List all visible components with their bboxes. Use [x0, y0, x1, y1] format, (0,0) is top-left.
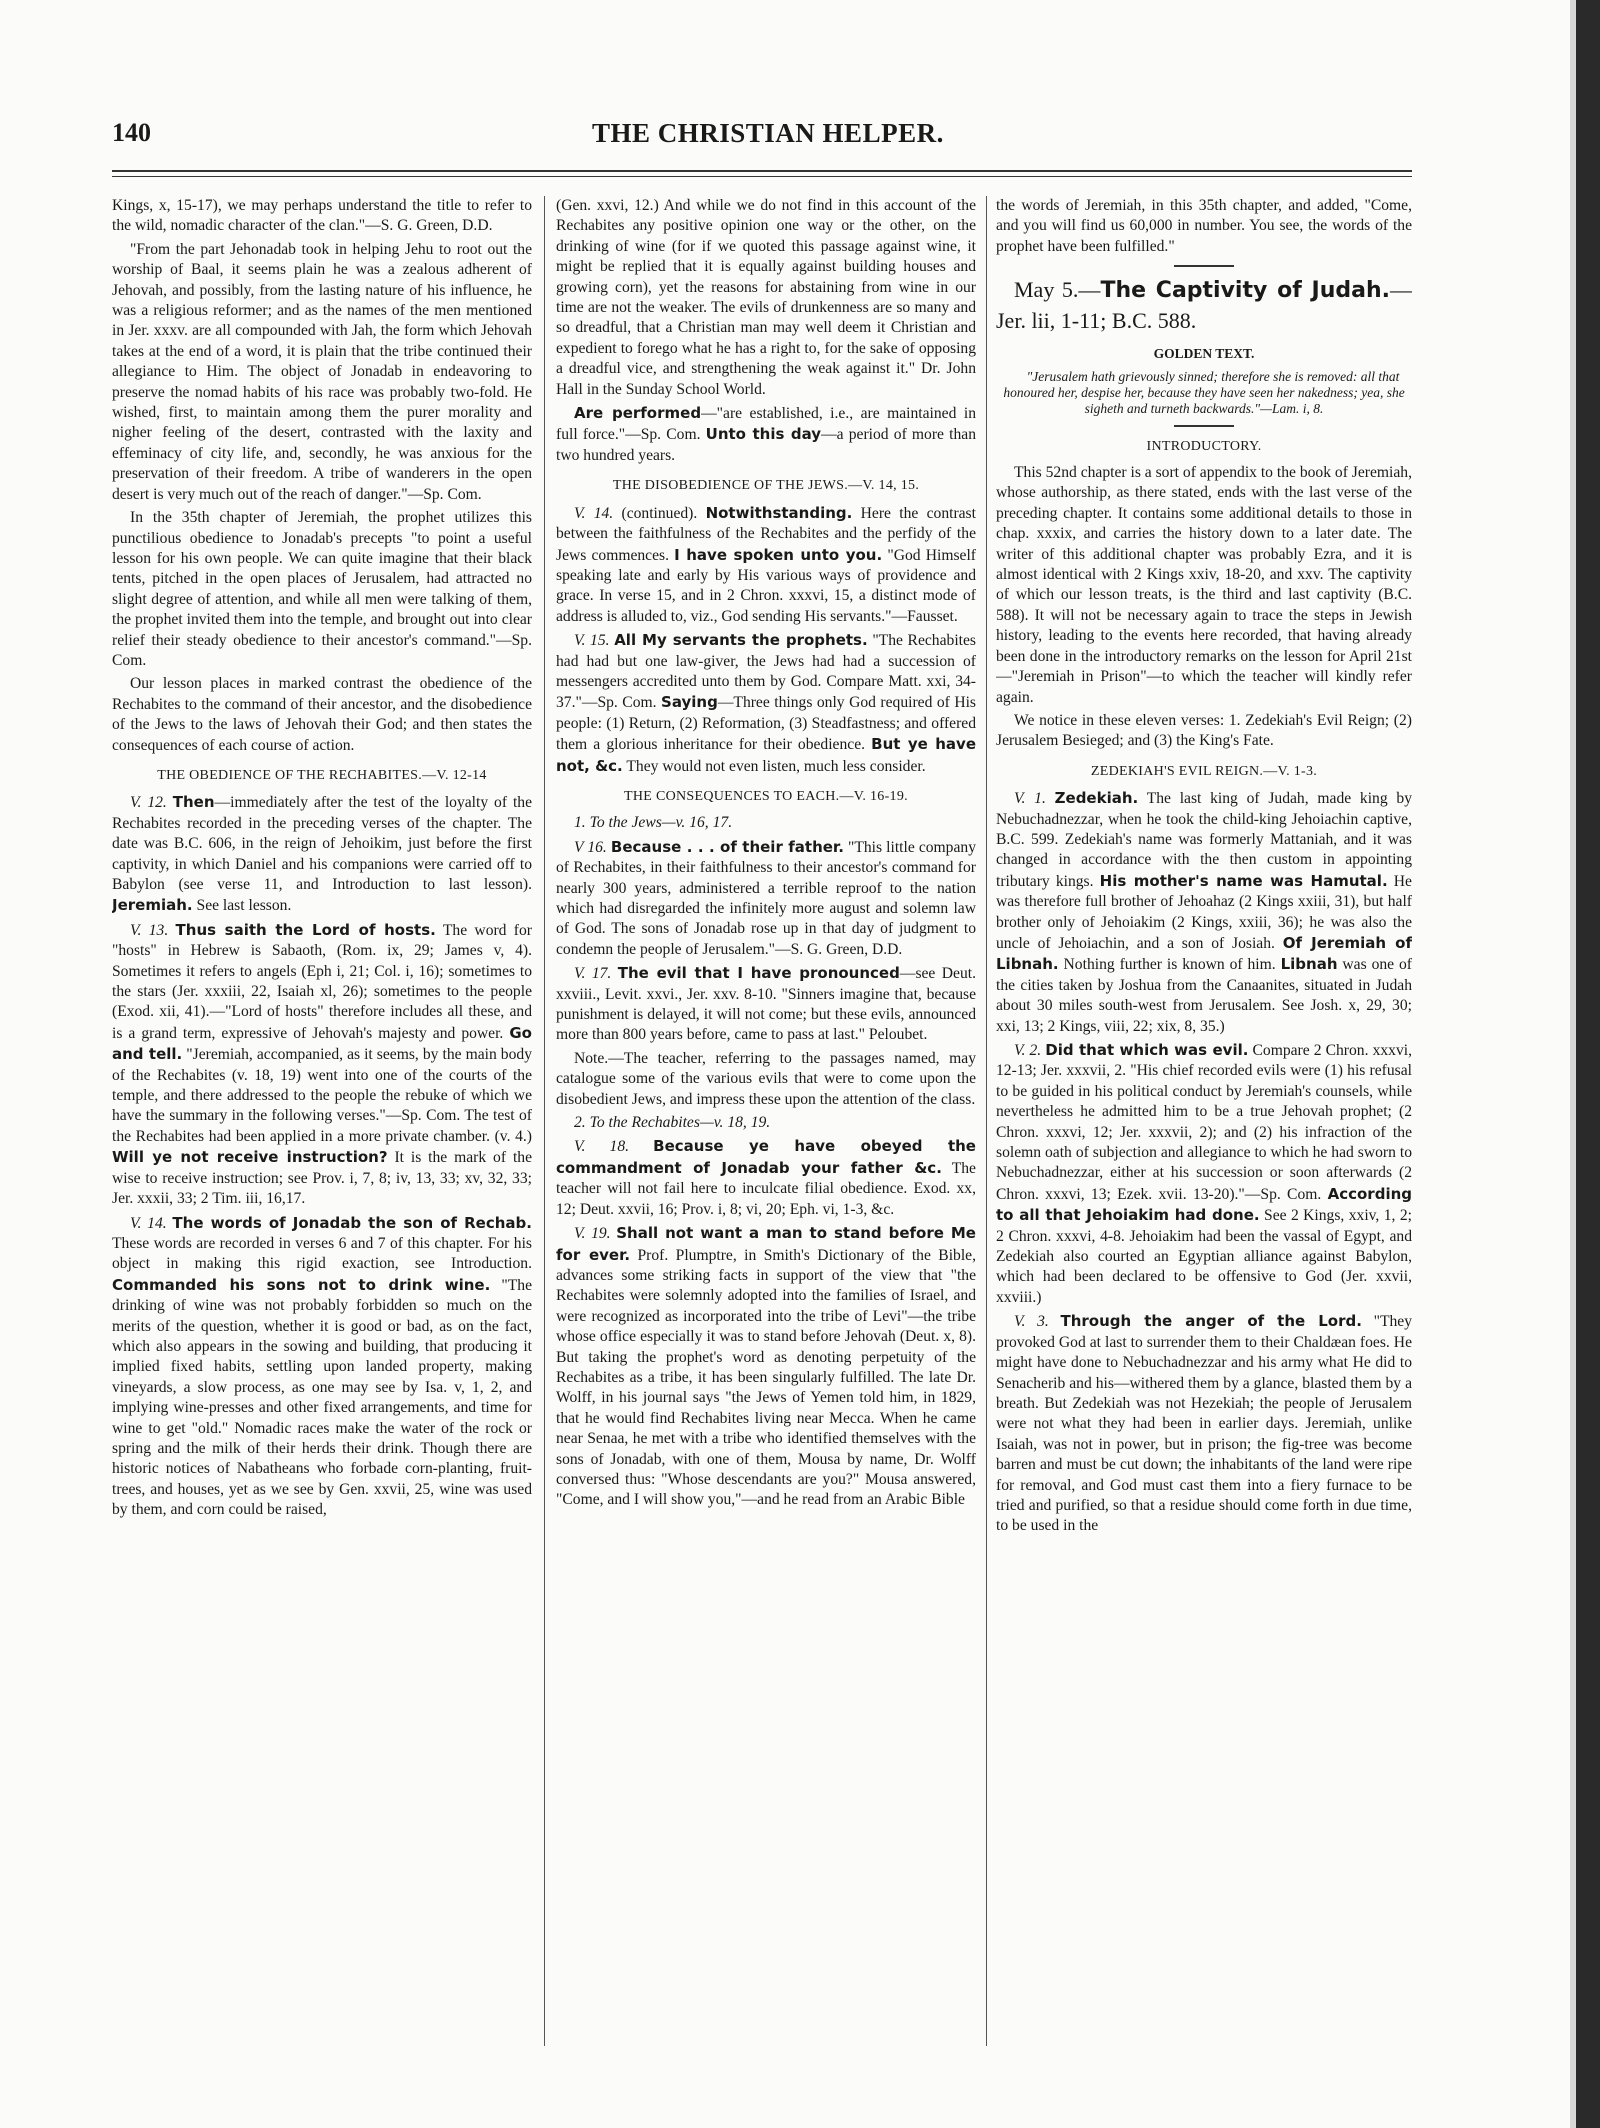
page-edge — [1576, 0, 1600, 2128]
verse-text: See last lesson. — [196, 897, 292, 915]
divider — [1174, 425, 1234, 427]
verse-head: Did that which was evil. — [1045, 1041, 1249, 1059]
golden-text-label: GOLDEN TEXT. — [1153, 346, 1255, 362]
paragraph: We notice in these eleven verses: 1. Zedekiah's Evil Reign; (2) Jerusalem Besieged; and (3) the King's Fate. — [996, 711, 1412, 750]
lesson-date: May 5.— — [1014, 277, 1101, 303]
verse-note — [112, 792, 532, 916]
verse-label: V. 18. — [574, 1138, 630, 1156]
verse-label: V. 17. — [574, 965, 612, 983]
verse-note — [556, 837, 976, 960]
verse-text: (continued). — [621, 504, 698, 522]
verse-note — [556, 630, 976, 777]
verse-text: —immediately after the test of the loyalty of the Rechabites recorded in the preceding verses of the chapter. The date was B.C. 606, in the reign of Jehoikim, just before the first captivity, in which Daniel and his companions were carried off to Babylon (see verse 11, and Introduction to last lesson). — [112, 794, 532, 893]
page-number: 140 — [112, 118, 151, 147]
verse-head: Thus saith the Lord of hosts. — [175, 920, 436, 939]
section-heading: INTRODUCTORY. — [1146, 438, 1262, 454]
verse-head: Then — [172, 793, 215, 812]
divider — [1174, 265, 1234, 267]
verse-head: All My servants the prophets. — [614, 631, 868, 650]
golden-text: "Jerusalem hath grievously sinned; therefore she is removed: all that honoured her, despise her, because they have seen her nakedness; yea, she sigheth and turneth backwards."—Lam. i, 8. — [1003, 368, 1405, 416]
verse-text: "The Rechabites had had but one law-giver, the Jews had had a succession of messengers accredited unto them by God. Compare Matt. xxi, 34-37."—Sp. Com. — [556, 632, 976, 712]
verse-head: Because . . . of their father. — [610, 837, 844, 856]
verse-text: Here the contrast between the faithfulness of the Rechabites and the perfidy of the Jews commences. — [556, 504, 976, 564]
lesson-head: The Captivity of Judah. — [1100, 278, 1391, 304]
paragraph: Kings, x, 15-17), we may perhaps understand the title to refer to the wild, nomadic character of the clan."—S. G. Green, D.D. — [112, 197, 532, 235]
verse-text: —Three things only God required of His people: (1) Return, (2) Reformation, (3) Steadfastness; and offered them a glorious inheritance for their obedience. — [556, 694, 976, 754]
verse-head: Shall not want a man to stand before Me for ever. — [556, 1224, 976, 1264]
verse-text: —"are established, i.e., are maintained in full force."—Sp. Com. — [556, 405, 976, 444]
verse-head: Libnah — [1280, 955, 1338, 974]
verse-head: Are performed — [574, 404, 702, 423]
verse-label: V. 3. — [1014, 1313, 1049, 1331]
column-divider-2 — [986, 196, 987, 2046]
verse-text: "They provoked God at last to surrender them to their Chaldæan foes. He might have done to Nebuchadnezzar and his army what He did to Senacherib and his—withered them by a glance, blasted them by a breath. But Zedekiah was not Hezekiah; the people of Jerusalem were not what they had been in earlier days. Jeremiah, unlike Isaiah, was not in power, but in prison; the fig-tree was become barren and must be cut down; the inhabitants of the land were ripe for removal, and God must cast them into a fiery furnace to be tried and purified, so that a residue should come forth in due time, to be used in the — [996, 1313, 1412, 1535]
column-2 — [556, 196, 976, 2046]
paragraph: 1. To the Jews—v. 16, 17. — [574, 814, 733, 832]
paragraph: 2. To the Rechabites—v. 18, 19. — [574, 1114, 771, 1132]
verse-text: The last king of Judah, made king by Nebuchadnezzar, when he took the child-king Jehoiachin captive, B.C. 599. Zedekiah's name was formerly Mattaniah, and it was changed in accordance with the then custom in appointing tributary kings. — [996, 790, 1412, 890]
verse-text: Prof. Plumptre, in Smith's Dictionary of the Bible, advances some striking facts in support of the view that "the Rechabites were solemnly adopted into the families of Israel, and were recognized as incorporated into the tribe of Levi"—the tribe whose office especially it was to stand before Jehovah (Deut. x, 8). But taking the prophet's word as denoting perpetuity of the Rechabites as a tribe, it has been singularly fulfilled. The late Dr. Wolff, in his journal says "the Jews of Yemen told him, in 1829, that he would find Rechabites living near Mecca. When he came near Senaa, he met with a tribe who identified themselves with the sons of Jonadab, with one of them, Mousa by name, Dr. Wolff conversed thus: "Whose descendants are you?" Mousa answered, "Come, and I will show you,"—and he read from an Arabic Bible — [556, 1246, 976, 1509]
header-rule — [112, 170, 1412, 172]
verse-head: Unto this day — [705, 425, 822, 444]
verse-head: Jeremiah. — [112, 896, 193, 915]
verse-label: V. 2. — [1014, 1042, 1042, 1059]
verse-head: The evil that I have pronounced — [617, 964, 900, 983]
verse-text: "God Himself speaking late and early by His various ways of providence and grace. In verse 15, and in 2 Chron. xxxvi, 15, a distinct mode of address is alluded to, viz., God sending His servants."—Fausset. — [556, 546, 976, 625]
running-title: THE CHRISTIAN HELPER. — [592, 118, 944, 148]
section-heading: THE OBEDIENCE OF THE RECHABITES.—V. 12-14 — [157, 767, 487, 783]
paragraph: This 52nd chapter is a sort of appendix to the book of Jeremiah, whose authorship, as there stated, ends with the last verse of the preceding chapter. It contains some additional details to those in chap. xxxix, and carries the history down to a later date. The writer of this additional chapter was probably Ezra, and it is almost identical with 2 Kings xxiv, 18-20, and xxv. The captivity of which our lesson treats, is the third and last captivity (B.C. 588). It will not be necessary again to trace the steps in Jewish history, leading to the events here recorded, that having already been done in the introductory remarks on the lesson for April 21st—"Jeremiah in Prison"—to which the teacher will kindly refer again. — [996, 464, 1412, 706]
verse-head: Of Jeremiah of Libnah. — [996, 933, 1412, 974]
section-heading: ZEDEKIAH'S EVIL REIGN.—V. 1-3. — [1090, 763, 1318, 779]
verse-note — [996, 788, 1412, 1037]
verse-head: Commanded his sons not to drink wine. — [112, 1275, 491, 1294]
verse-head: His mother's name was Hamutal. — [1099, 871, 1388, 890]
paragraph: the words of Jeremiah, in this 35th chapter, and added, "Come, and you will find us 60,000 in number. You see, the words of the prophet have been fulfilled." — [996, 197, 1412, 255]
lesson-ref: —Jer. lii, 1-11; B.C. 588. — [996, 277, 1412, 334]
verse-head: But ye have not, &c. — [556, 735, 976, 775]
verse-head: Will ye not receive instruction? — [112, 1148, 388, 1167]
verse-note — [556, 1136, 976, 1220]
paragraph: (Gen. xxvi, 12.) And while we do not find in this account of the Rechabites any positive opinion one way or the other, on the drinking of wine (for if we quoted this passage against wine, it might be replied that it is equally against building houses and growing corn), yet the reasons for abstaining from wine in our time are not the weaker. The evils of drunkenness are so many and so dreadful, that a Christian man may well deem it Christian and expedient to forego what he has a right to, for the sake of opposing a dreadful vice, and strengthening the weak against it." Dr. John Hall in the Sunday School World. — [556, 197, 976, 398]
column-1 — [112, 196, 532, 2046]
section-heading: THE CONSEQUENCES TO EACH.—V. 16-19. — [624, 788, 908, 804]
verse-note — [996, 1311, 1412, 1536]
verse-note — [556, 503, 976, 627]
verse-text: "This little company of Rechabites, in their faithfulness to their ancestor's command for nearly 300 years, administered a terrible reproof to the nation which had disregarded the infinitely more august and solemn law of God. The sons of Jonadab rose up in that day of judgment to condemn the people of Jerusalem."—S. G. Green, D.D. — [556, 838, 976, 958]
verse-head: Because ye have obeyed the commandment of Jonadab your father &c. — [556, 1137, 976, 1177]
verse-text: —see Deut. xxviii., Levit. xxvi., Jer. xxv. 8-10. "Sinners imagine that, because punishment is delayed, it will not come; but these evils, announced more than 800 years before, came to pass at last." Peloubet. — [556, 965, 976, 1044]
verse-text: was one of the cities taken by Joshua from the Canaanites, situated in Judah about 30 miles south-west from Jerusalem. See Josh. x, 29, 30; xxi, 13; 2 Kings, viii, 22; xix, 8, 35.) — [996, 956, 1412, 1035]
verse-text: The word for "hosts" in Hebrew is Sabaoth, (Rom. ix, 29; James v, 4). Sometimes it refers to angels (Eph i, 21; Col. i, 16); sometimes to the stars (Jer. xxxiii, 22, Isaiah xl, 26); sometimes to the people (Exod. xii, 41).—"Lord of hosts" therefore includes all these, and is a grand term, expressive of Jehovah's majesty and power. — [112, 921, 532, 1042]
paragraph: Note.—The teacher, referring to the passages named, may catalogue some of the various evils that were to come upon the disobedient Jews, and impress these upon the attention of the class. — [556, 1049, 976, 1108]
paragraph: Our lesson places in marked contrast the obedience of the Rechabites to the command of their ancestor, and the disobedience of the Jews to the laws of Jehovah their God; and then states the consequences of each course of action. — [112, 675, 532, 754]
verse-label: V. 19. — [574, 1225, 611, 1243]
verse-note — [556, 963, 976, 1046]
verse-head: Notwithstanding. — [705, 503, 853, 522]
verse-note — [996, 1040, 1412, 1308]
paragraph: "From the part Jehonadab took in helping Jehu to root out the worship of Baal, it seems plain he was a zealous adherent of Jehovah, and possibly, from the lasting nature of his influence, he was a religious reformer; and as the names of the men mentioned in Jer. xxxv. are all compounded with Jah, the form which Jehovah takes at the end of a word, it is plain that the tribe continued their allegiance to Him. The object of Jonadab in endeavoring to preserve the nomad habits of his race was probably two-fold. He wished, first, to maintain among them the purer morality and nigher feeling of the desert, contrasted with the laxity and effeminacy of city life, and, secondly, he was anxious for the preservation of their freedom. A tribe of wanderers in the open desert is very much out of the reach of danger."—Sp. Com. — [112, 240, 532, 503]
header-rule-thin — [112, 176, 1412, 177]
verse-note — [112, 920, 532, 1210]
verse-head: Zedekiah. — [1054, 789, 1139, 808]
verse-text: —a period of more than two hundred years. — [556, 426, 976, 464]
page-header — [112, 118, 1412, 158]
verse-text: "The drinking of wine was not probably forbidden so much on the merits of the question, whether it is good or bad, as on the fact, which also appears in the sowing and building, that producing it implied fixed habits, settling upon landed property, making vineyards, a slow process, as one may see by Isa. v, 1, 2, and implying wine-presses and other fixed arrangements, and time for wine to get "old." Nomadic races make the water of the rock or spring and the milk of their herds their drink. Though there are historic notices of Nabatheans who forbade corn-planting, fruit-trees, and houses, yet as we see by Gen. xxvii, 25, wine was used by them, and corn could be raised, — [112, 1276, 532, 1519]
verse-label: V. 14. — [574, 504, 614, 522]
verse-text: It is the mark of the wise to receive instruction; see Prov. i, 7, 8; iv, 13, 33; xv, 32, 33; Jer. xxxii, 33; 2 Tim. iii, 16,17. — [112, 1149, 532, 1208]
verse-note — [112, 1213, 532, 1521]
verse-head: I have spoken unto you. — [674, 545, 883, 564]
verse-text: See 2 Kings, xxiv, 1, 2; 2 Chron. xxxvi, 4-8. Jehoiakim had been the vassal of Egypt, and Zedekiah also courted an Egyptian alliance against Babylon, which had been declared to be offensive to God (Jer. xxvii, xxviii.) — [996, 1207, 1412, 1306]
verse-head: According to all that Jehoiakim had done. — [996, 1184, 1412, 1225]
verse-text: Nothing further is known of him. — [1063, 956, 1276, 974]
verse-label: V. 14. — [130, 1214, 167, 1232]
section-heading: THE DISOBEDIENCE OF THE JEWS.—V. 14, 15. — [612, 478, 920, 494]
column-3 — [996, 196, 1412, 2046]
column-divider-1 — [544, 196, 545, 2046]
verse-note — [556, 1223, 976, 1511]
verse-text: These words are recorded in verses 6 and 7 of this chapter. For his object in making this rigid exaction, see Introduction. — [112, 1234, 532, 1273]
verse-head: Saying — [661, 693, 718, 712]
paragraph: In the 35th chapter of Jeremiah, the prophet utilizes this punctilious obedience to Jonadab's precepts "to point a useful lesson for his own people. We can quite imagine that their black tents, pitched in the open places of Jerusalem, had attracted no slight degree of attention, and while all men were talking of them, the prophet invited them into the temple, and brought out into clear relief their steady obedience to their ancestor's command."—Sp. Com. — [112, 509, 532, 669]
verse-text: "Jeremiah, accompanied, as it seems, by the main body of the Rechabites (v. 18, 19) went into one of the courts of the temple, and there addressed to the people the rebuke of which we have the summary in the following verses."—Sp. Com. The test of the Rechabites had been applied in a more private chamber. (v. 4.) — [112, 1046, 532, 1145]
verse-head: Through the anger of the Lord. — [1060, 1312, 1362, 1331]
verse-label: V. 1. — [1014, 790, 1046, 808]
verse-head: The words of Jonadab the son of Rechab. — [172, 1213, 532, 1232]
verse-label: V 16. — [574, 838, 607, 856]
verse-label: V. 13. — [130, 921, 169, 939]
verse-label: V. 15. — [574, 632, 610, 650]
verse-text: The teacher will not fail here to inculcate filial obedience. Exod. xx, 12; Deut. xxvii, 16; Prov. i, 8; vi, 20; Eph. vi, 1-3, &c. — [556, 1159, 976, 1218]
verse-text: Compare 2 Chron. xxxvi, 12-13; Jer. xxxvii, 2. "His chief recorded evils were (1) his refusal to be guided in his political conduct by Jeremiah's counsels, while nevertheless he admitted him to be a true Jehovah prophet; (2 Chron. xxxvi, 12; Jer. xxxvii, 2); and (2) his infraction of the solemn oath of subjection and allegiance to which he had sworn to Nebuchadnezzar, either at his succession or soon afterwards (2 Chron. xxxvi, 13; Ezek. xvii. 13-20)."—Sp. Com. — [996, 1042, 1412, 1203]
verse-head: Go and tell. — [112, 1023, 532, 1064]
verse-text: He was therefore full brother of Jehoahaz (2 Kings xxiii, 31), but half brother only of Jehoiakim (2 Kings, xxiii, 36); he was also the uncle of Jehoiachin, and a son of Josiah. — [996, 872, 1412, 952]
lesson-title — [996, 275, 1412, 336]
verse-label: V. 12. — [130, 794, 167, 812]
verse-text: They would not even listen, much less consider. — [626, 757, 926, 775]
verse-note — [556, 403, 976, 466]
